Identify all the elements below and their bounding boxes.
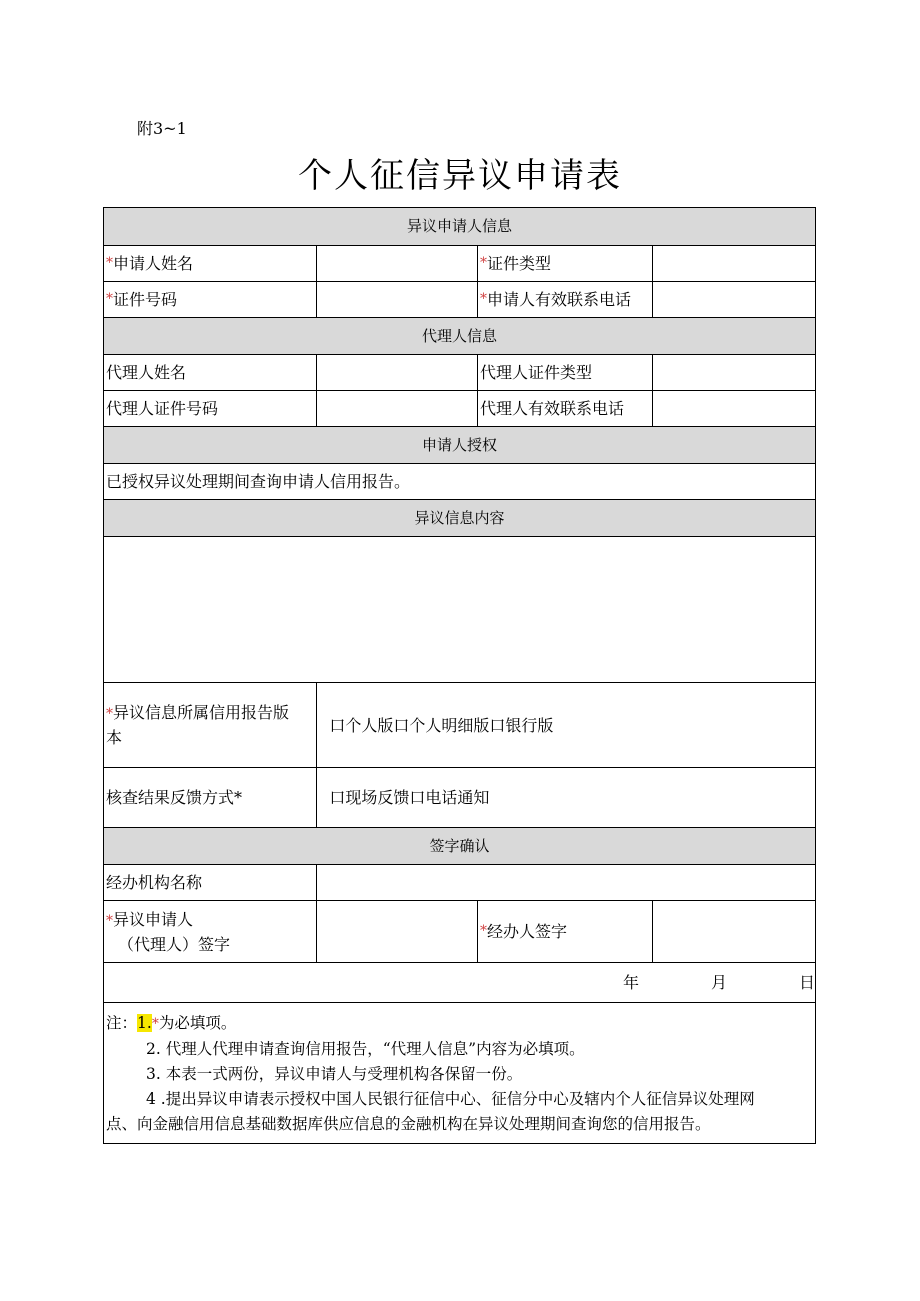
month-label: 月 (710, 973, 727, 992)
form-title: 个人征信异议申请表 (298, 156, 622, 196)
day-label: 日 (798, 973, 815, 992)
required-mark: * (479, 923, 487, 939)
required-mark: * (106, 912, 113, 929)
date-row (104, 962, 815, 1002)
form-row (104, 864, 815, 900)
applicant-sign-field[interactable] (316, 901, 477, 962)
notes (104, 1003, 815, 1143)
dispute-content-area (104, 536, 815, 682)
section-title: 异议信息内容 (104, 500, 815, 536)
section-title: 申请人授权 (104, 427, 815, 463)
applicant-phone-field[interactable] (652, 282, 815, 317)
year-label: 年 (622, 973, 639, 992)
agent-id-type-field[interactable] (652, 355, 815, 390)
org-name-label: 经办机构名称 (106, 873, 203, 892)
agent-id-type-label: 代理人证件类型 (477, 355, 653, 390)
agent-name-label: 代理人姓名 (106, 363, 187, 382)
notes-row (104, 1002, 815, 1143)
form-row (104, 463, 815, 499)
agent-name-field[interactable] (316, 355, 477, 390)
note-1: 注：1.*为必填项。 (106, 1014, 237, 1032)
section-title: 代理人信息 (104, 318, 815, 354)
note-4-line2: 点、向金融信用信息基础数据库供应信息的金融机构在异议处理期间查询您的信用报告。 (106, 1115, 711, 1133)
required-mark: * (106, 255, 113, 271)
form-row (104, 354, 815, 390)
form-row (104, 390, 815, 426)
note-4-line1: 4 .提出异议申请表示授权中国人民银行征信中心、征信分中心及辖内个人征信异议处理网 (146, 1090, 755, 1108)
section-header-agent (104, 317, 815, 354)
feedback-method-options[interactable]: 口现场反馈口电话通知 (316, 768, 815, 827)
section-header-dispute (104, 499, 815, 536)
required-mark: * (151, 1016, 159, 1032)
form-row (104, 281, 815, 317)
section-header-authorization (104, 426, 815, 463)
form-row (104, 767, 815, 827)
authorization-text: 已授权异议处理期间查询申请人信用报告。 (106, 472, 411, 491)
report-version-options[interactable]: 口个人版口个人明细版口银行版 (316, 683, 815, 767)
report-version-label: *异议信息所属信用报告版 本 (106, 703, 290, 747)
agent-id-number-label: 代理人证件号码 (106, 399, 219, 418)
applicant-id-number-field[interactable] (316, 282, 477, 317)
form-row (104, 245, 815, 281)
section-title: 签字确认 (104, 828, 815, 864)
form-row (104, 900, 815, 962)
note-3: 3. 本表一式两份，异议申请人与受理机构各保留一份。 (146, 1065, 523, 1083)
dispute-content-field[interactable] (104, 537, 815, 682)
applicant-id-type-field[interactable] (652, 246, 815, 281)
required-mark: * (106, 706, 113, 722)
required-mark: * (479, 291, 487, 307)
applicant-id-number-label: * 证件号码 (106, 290, 178, 309)
applicant-name-field[interactable] (316, 246, 477, 281)
required-mark: * (479, 255, 487, 271)
org-name-field[interactable] (316, 865, 815, 900)
section-header-applicant (104, 208, 815, 245)
handler-sign-field[interactable] (652, 901, 815, 962)
date-field[interactable] (104, 963, 815, 1002)
agent-phone-label: 代理人有效联系电话 (477, 391, 653, 426)
attachment-ref: 附3~1 (137, 119, 187, 138)
note-2: 2. 代理人代理申请查询信用报告，“代理人信息”内容为必填项。 (146, 1040, 585, 1058)
agent-id-number-field[interactable] (316, 391, 477, 426)
form-row (104, 682, 815, 767)
section-title: 异议申请人信息 (104, 208, 815, 245)
required-mark: * (106, 291, 113, 307)
applicant-phone-label: * 申请人有效联系电话 (477, 282, 653, 317)
section-header-signature (104, 827, 815, 864)
feedback-method-label: 核查结果反馈方式* (106, 788, 243, 807)
handler-sign-label: * 经办人签字 (477, 901, 653, 962)
applicant-id-type-label: * 证件类型 (477, 246, 653, 281)
applicant-name-label: * 申请人姓名 (106, 254, 194, 273)
agent-phone-field[interactable] (652, 391, 815, 426)
applicant-sign-label: *异议申请人 （代理人）签字 (106, 909, 231, 954)
dispute-form (103, 207, 816, 1144)
